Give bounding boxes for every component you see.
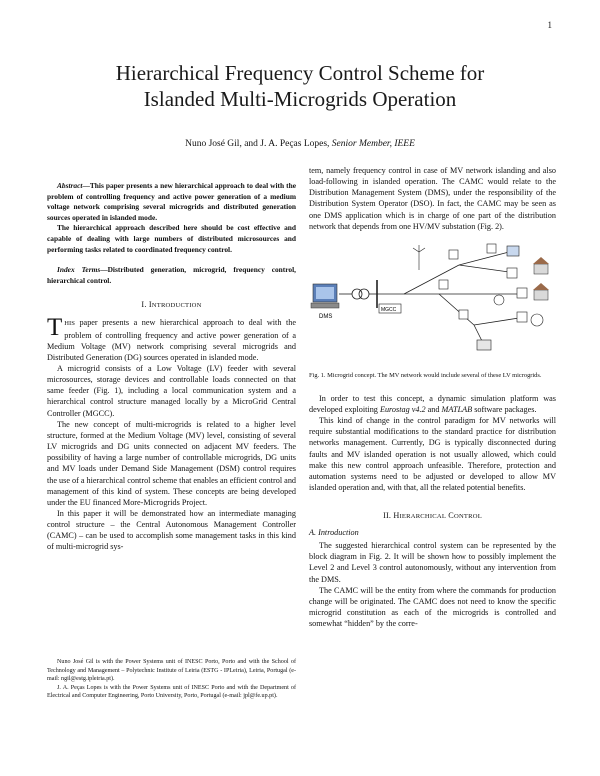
left-column [47, 181, 296, 553]
section-2-heading [309, 511, 556, 520]
house-icon [533, 257, 549, 274]
index-terms-text: —Distributed generation, microgrid, frequency control, hierarchical control. [47, 265, 296, 285]
fuel-cell-icon [531, 314, 543, 326]
intro-paragraph-3: The new concept of multi-microgrids is related to a higher level structure, formed at the Medium Voltage (MV) level, consisting of several LV microgrids and DG units connected on adjacent MV feeders. The possibility of having a large number of controllable microgrids, DG units and MV loads under Demand Side Management (DSM) control requires the use of a hierarchical control scheme that enables an efficient control and management of this kind of system. These concepts are being developed under the EU financed More-Microgrids Project. [47, 419, 297, 507]
footnotes [47, 658, 296, 701]
house-icon [533, 283, 549, 300]
section-2-numeral: II. H [383, 511, 400, 521]
dropcap-rest: HIS [64, 320, 75, 328]
abstract-lead: Abstract [57, 181, 83, 190]
source-boxes [439, 244, 527, 350]
storage-icon [494, 295, 504, 305]
footnote-1: Nuno José Gil is with the Power Systems unit of INESC Porto, Porto and with the School of Technology and Management – Polytechnic Institute of Leiria (ESTG - IPLeiria), Leiria, Portugal (e-mail: ngil@estg.ipleiria.pt). [47, 659, 296, 683]
abstract [47, 181, 296, 255]
intro-paragraph-2: A microgrid consists of a Low Voltage (LV) feeder with several microsources, storage devices and controllable loads connected on that same feeder (Fig. 1), including a local communication system and a hierarchical control structure managed locally by a MicroGrid Central Controller (MGCC). [47, 363, 296, 418]
subsection-a-paragraph-2: The CAMC will be the entity from where the commands for production change will be originated. The CAMC does not need to know the specific microgrid constitution as each of the microgrids is controlled and somewhat “hidden” by the corre- [309, 585, 556, 629]
computer-icon [311, 284, 339, 308]
abstract-text-2: The hierarchical approach described here should be cost effective and capable of dealing with large numbers of distributed microsources and performing tasks related to coordinated frequency control. [47, 223, 296, 254]
figure-1-caption: Fig. 1. Microgrid concept. The MV network would include several of these LV microgrids. [309, 371, 542, 379]
subsection-a-heading: A. Introduction [309, 528, 359, 538]
intro-paragraph-1 [47, 314, 296, 363]
continued-paragraph: tem, namely frequency control in case of MV network islanding and also load-following in islanded operation. The CAMC would relate to the Distribution Management System (DMS), under the responsibility of the Distribution System Operator (DSO). In fact, the CAMC may be seen as one DMS application which is in charge of one part of the distribution network that depends from one HV/MV substation (Fig. 2). [309, 166, 556, 231]
transformer-icon [352, 289, 369, 299]
subsection-a-paragraph-1: The suggested hierarchical control system can be represented by the block diagram in Fig. 2. It will be shown how to possibly implement the Level 2 and Level 3 control autonomously, without any intervention from the DMS. [309, 541, 556, 584]
title-line-1: Hierarchical Frequency Control Scheme for [115, 61, 485, 85]
authors-names: Nuno José Gil, and J. A. Peças Lopes, [185, 139, 332, 149]
microgrid-diagram-svg [309, 240, 556, 358]
section-1-title: NTRODUCTION [151, 302, 202, 310]
wind-turbine-icon [413, 245, 425, 270]
figure-1-microgrid-diagram [309, 240, 556, 358]
dropcap-letter: T [47, 314, 63, 342]
section-2-title-a: IERARCHICAL [399, 513, 447, 521]
test-text-a: In order to test this concept, a dynamic simulation platform was developed exploiting [309, 393, 556, 414]
dms-label: DMS [319, 313, 333, 320]
test-text-b: and [425, 404, 442, 414]
authors-membership: Senior Member, IEEE [331, 139, 415, 149]
index-terms [47, 265, 296, 286]
page-number: 1 [547, 20, 552, 30]
test-text-c: software packages. [472, 404, 537, 414]
index-terms-lead: Index Terms [57, 265, 101, 275]
abstract-text: —This paper presents a new hierarchical approach to deal with the problem of controlling frequency and active power generation of a medium voltage network comprising several microgrids and distributed generation sources operated in islanded mode. [47, 181, 296, 222]
footnote-2: J. A. Peças Lopes is with the Power Systems unit of INESC Porto and with the Department of Electrical and Computer Engineering, Porto University, Porto, Portugal (e-mail: jpl@fe.up.pt). [47, 684, 296, 700]
mgcc-label: MGCC [381, 306, 397, 313]
title-line-2: Islanded Multi-Microgrids Operation [143, 87, 457, 111]
matlab-name: MATLAB [441, 404, 473, 414]
section-2-title-b: ONTROL [453, 513, 482, 521]
change-paragraph: This kind of change in the control paradigm for MV networks will require substantial modifications to the standard practice for distribution networks management. Currently, DG is typically disconnected during faults and MV islanded operation is not usually allowed, which could make this new control approach unfeasible. Therefore, protection and automation systems need to be adjusted or developed to allow MV islanded operation and, with that, all the related potential benefits. [309, 416, 556, 492]
section-1-numeral: I. I [141, 300, 152, 310]
section-2-title-mid: C [446, 511, 454, 521]
eurostag-name: Eurostag v4.2 [379, 404, 426, 414]
right-column [309, 165, 556, 629]
paper-title [40, 60, 560, 112]
intro-paragraph-4: In this paper it will be demonstrated how an intermediate managing control structure – the Central Autonomous Management Controller (CAMC) – can be used to accomplish some management tasks in this kind of multi-microgrid sys- [47, 509, 296, 552]
authors [40, 139, 560, 149]
test-paragraph [309, 393, 556, 415]
section-1-heading [47, 300, 296, 309]
intro-p1-text: paper presents a new hierarchical approach to deal with the problem of controlling frequency and active power generation of a Medium Voltage (MV) network comprising several microgrids and Distributed Generation (DG) sources operated in islanded mode. [47, 318, 296, 362]
